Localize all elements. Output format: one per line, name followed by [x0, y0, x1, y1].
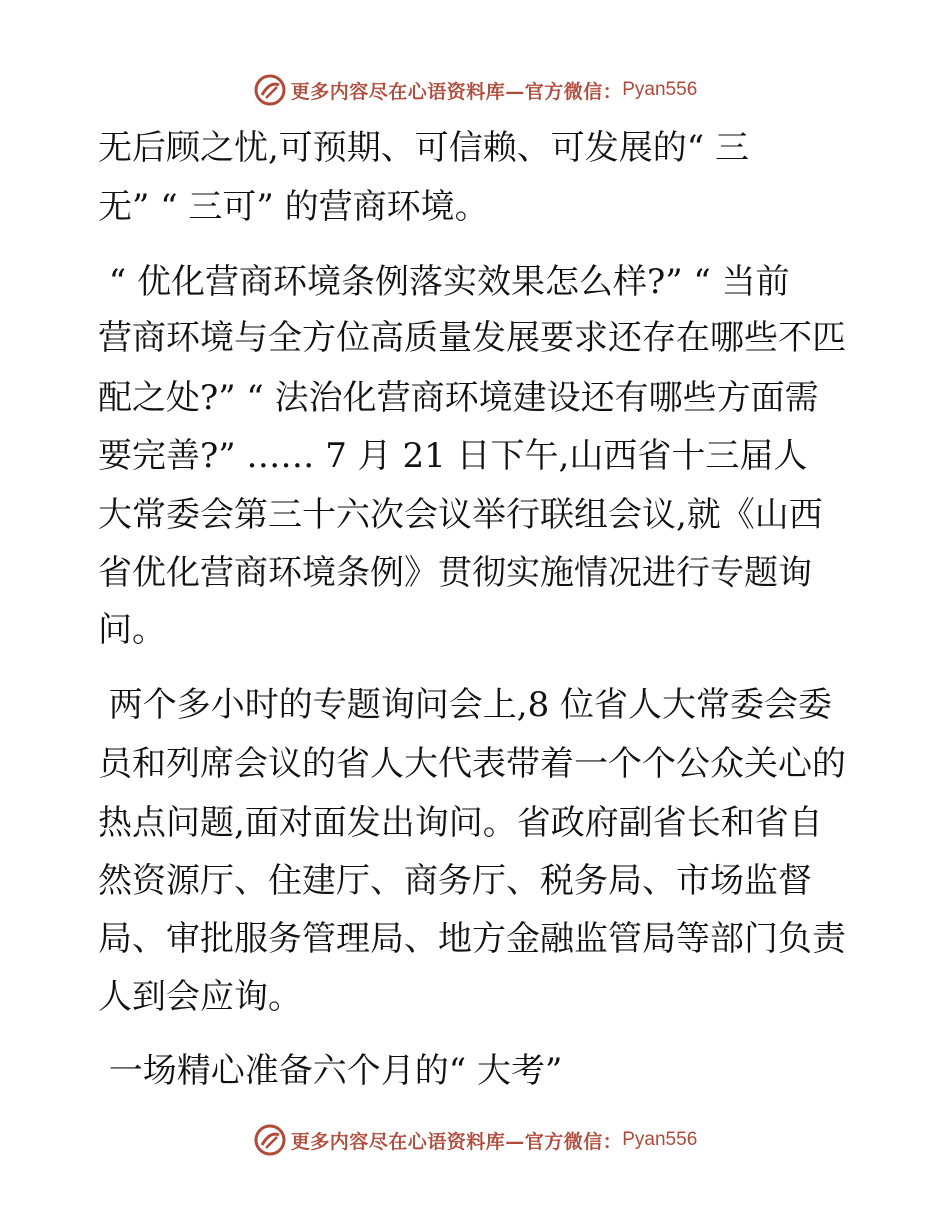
text-line: 配之处?” “ 法治化营商环境建设还有哪些方面需 [98, 378, 819, 418]
text-line: 要完善?” …… 7 月 21 日下午,山西省十三届人 [98, 436, 808, 476]
text-line: 局、审批服务管理局、地方金融监管局等部门负责 [98, 919, 846, 959]
watermark-header [0, 70, 950, 110]
text-line: 省优化营商环境条例》贯彻实施情况进行专题询 [98, 553, 812, 593]
text-line: 两个多小时的专题询问会上,8 位省人大常委会委 [98, 685, 833, 725]
text-line: 人到会应询。 [98, 977, 302, 1017]
text-line: 问。 [98, 610, 166, 650]
watermark-text: 更多内容尽在心语资料库—官方微信： [290, 80, 623, 103]
text-line: 大常委会第三十六次会议举行联组会议,就《山西 [98, 495, 823, 535]
watermark-wechat-id: Pyan556 [622, 79, 698, 100]
watermark-wechat-id: Pyan556 [622, 1129, 698, 1150]
logo-icon [253, 73, 287, 107]
logo-icon [253, 1123, 287, 1157]
text-line: 然资源厅、住建厅、商务厅、税务局、市场监督 [98, 861, 812, 901]
text-line: “ 优化营商环境条例落实效果怎么样?” “ 当前 [98, 262, 790, 302]
section-heading: 一场精心准备六个月的“ 大考” [98, 1051, 563, 1091]
text-line: 无” “ 三可” 的营商环境。 [98, 187, 489, 227]
text-line: 员和列席会议的省人大代表带着一个个公众关心的 [98, 744, 846, 784]
text-line: 热点问题,面对面发出询问。省政府副省长和省自 [98, 803, 823, 843]
text-line: 无后顾之忧,可预期、可信赖、可发展的“ 三 [98, 128, 749, 168]
watermark-text: 更多内容尽在心语资料库—官方微信： [290, 1130, 623, 1153]
watermark-footer [0, 1120, 950, 1160]
text-line: 营商环境与全方位高质量发展要求还存在哪些不匹 [98, 318, 846, 358]
